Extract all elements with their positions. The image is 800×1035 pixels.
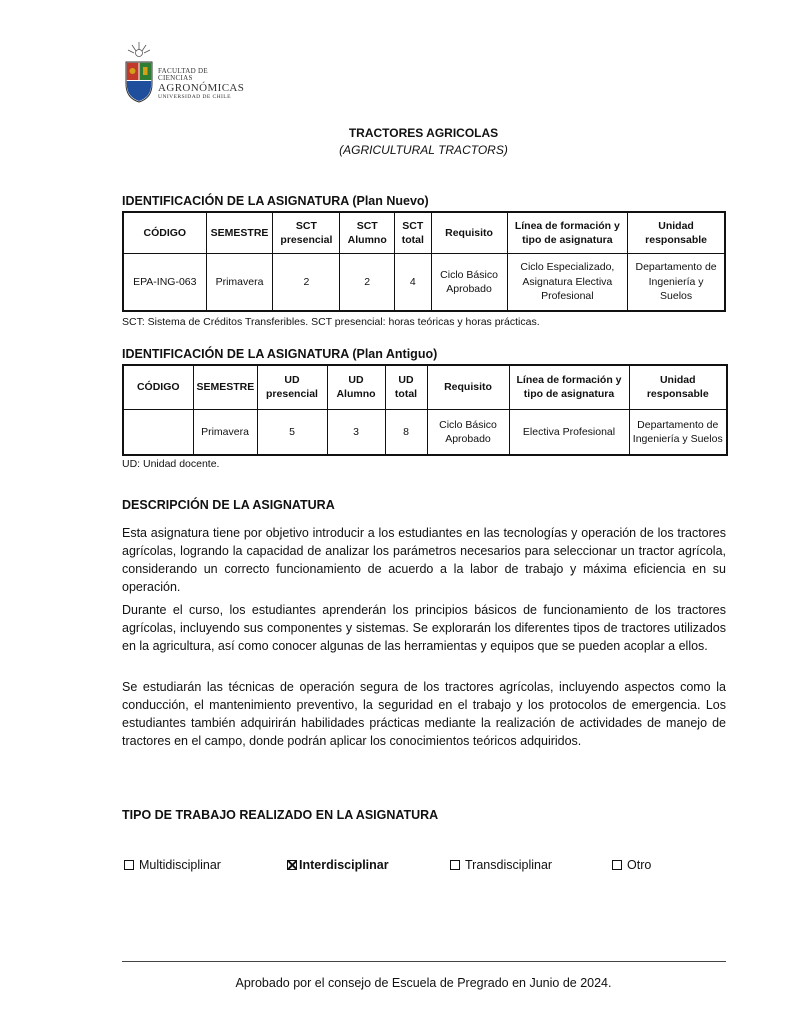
logo-wordmark [158,68,244,101]
cell-unidad-responsable: Departamento de Ingeniería y Suelos [629,409,727,455]
header-codigo: CÓDIGO [123,365,193,409]
cell-ud-presencial: 5 [257,409,327,455]
checkbox-unchecked-icon[interactable] [124,860,134,870]
logo-line-agronomicas: AGRONÓMICAS [158,82,245,94]
plan-nuevo-table [122,211,726,312]
approval-footer: Aprobado por el consejo de Escuela de Pregrado en Junio de 2024. [235,976,612,990]
option-multidisciplinar[interactable] [124,858,221,872]
header-ud-total: UD total [385,365,427,409]
header-linea-formacion: Línea de formación y tipo de asignatura [507,212,628,253]
header-requisito: Requisito [427,365,509,409]
header-sct-presencial: SCT presencial [273,212,340,253]
cell-requisito: Ciclo Básico Aprobado [427,409,509,455]
logo-line-faculty: FACULTAD DE CIENCIAS [158,67,208,82]
option-label: Multidisciplinar [139,858,221,872]
header-unidad-responsable: Unidad responsable [629,365,727,409]
plan-antiguo-header-row [123,365,727,409]
cell-sct-total: 4 [395,253,431,311]
faculty-logo [122,40,245,104]
footer-divider [122,961,726,962]
sct-note: SCT: Sistema de Créditos Transferibles. SCT presencial: horas teóricas y horas prácticas. [122,316,540,328]
logo-line-university: UNIVERSIDAD DE CHILE [158,94,231,100]
cell-sct-alumno: 2 [340,253,395,311]
header-semestre: SEMESTRE [206,212,273,253]
checkbox-checked-icon[interactable] [287,860,297,870]
header-ud-presencial: UD presencial [257,365,327,409]
descripcion-heading: DESCRIPCIÓN DE LA ASIGNATURA [122,498,335,512]
option-interdisciplinar[interactable] [287,858,389,872]
plan-antiguo-table [122,364,728,456]
cell-linea-formacion: Ciclo Especializado, Asignatura Electiva Profesional [507,253,628,311]
descripcion-paragraph-2: Durante el curso, los estudiantes aprenderán los principios básicos de funcionamiento de los tractores agrícolas, incluyendo sus componentes y sistemas. Se explorarán los diferentes tipos de tractores utilizados en la agricultura, así como conocer algunas de las herramientas y equipos que se pueden acoplar a ellos. [122,603,726,653]
option-transdisciplinar[interactable] [450,858,552,872]
header-linea-formacion: Línea de formación y tipo de asignatura [509,365,629,409]
cell-semestre: Primavera [193,409,257,455]
descripcion-paragraph-1: Esta asignatura tiene por objetivo introducir a los estudiantes en las tecnologías y operación de los tractores agrícolas, logrando la capacidad de analizar los parámetros necesarios para seleccionar un tractor agrícola, considerando un correcto funcionamiento de acuerdo a la labor de trabajo y máxima eficiencia en su operación. [122,526,726,594]
header-unidad-responsable: Unidad responsable [628,212,725,253]
option-label: Transdisciplinar [465,858,553,872]
header-codigo: CÓDIGO [123,212,206,253]
checkbox-unchecked-icon[interactable] [450,860,460,870]
table-row [123,253,725,311]
cell-ud-total: 8 [385,409,427,455]
university-crest-icon [122,40,156,104]
option-label: Interdisciplinar [299,858,389,872]
option-otro[interactable] [612,858,651,872]
cell-requisito: Ciclo Básico Aprobado [431,253,507,311]
plan-antiguo-heading: IDENTIFICACIÓN DE LA ASIGNATURA (Plan Antiguo) [122,347,438,361]
course-title: TRACTORES AGRICOLAS [348,126,499,140]
plan-nuevo-heading: IDENTIFICACIÓN DE LA ASIGNATURA (Plan Nuevo) [122,194,429,208]
cell-codigo: EPA-ING-063 [123,253,206,311]
option-label: Otro [627,858,652,872]
ud-note: UD: Unidad docente. [122,458,220,470]
header-semestre: SEMESTRE [193,365,257,409]
cell-linea-formacion: Electiva Profesional [509,409,629,455]
header-sct-alumno: SCT Alumno [340,212,395,253]
descripcion-paragraph-3: Se estudiarán las técnicas de operación segura de los tractores agrícolas, incluyendo aspectos como la conducción, el mantenimiento preventivo, la seguridad en el trabajo y los protocolos de emergencia. Los estudiantes también adquirirán habilidades prácticas mediante la realización de actividades de manejo de tractores en el campo, donde podrán aplicar los conocimientos teóricos adquiridos. [122,680,726,748]
cell-sct-presencial: 2 [273,253,340,311]
plan-nuevo-header-row [123,212,725,253]
cell-unidad-responsable: Departamento de Ingeniería y Suelos [628,253,725,311]
header-requisito: Requisito [431,212,507,253]
cell-codigo [123,409,193,455]
cell-semestre: Primavera [206,253,273,311]
header-sct-total: SCT total [395,212,431,253]
checkbox-unchecked-icon[interactable] [612,860,622,870]
course-title-english: (AGRICULTURAL TRACTORS) [339,143,508,157]
tipo-trabajo-heading: TIPO DE TRABAJO REALIZADO EN LA ASIGNATURA [122,808,439,822]
header-ud-alumno: UD Alumno [327,365,385,409]
table-row [123,409,727,455]
cell-ud-alumno: 3 [327,409,385,455]
